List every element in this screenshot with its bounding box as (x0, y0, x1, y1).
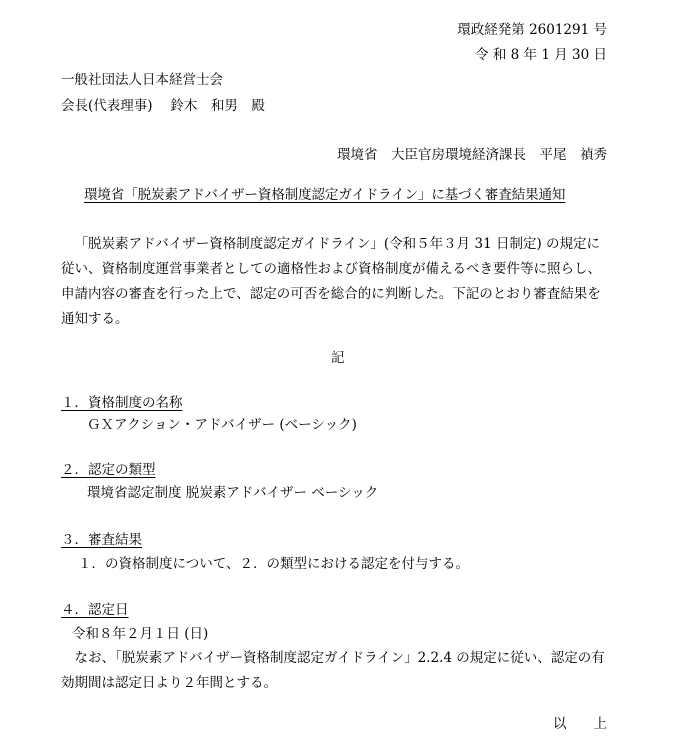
intro-text: 「脱炭素アドバイザー資格制度認定ガイドライン」(令和５年３月 31 日制定) の規定に従い、資格制度運営事業者としての適格性および資格制度が備えるべき要件等に照らし、申請内容の審査を行った上で、認定の可否を総合的に判断した。下記のとおり審査結果を通知する。 (61, 236, 601, 327)
section-1-body: ＧＸアクション・アドバイザー (ベーシック) (87, 417, 357, 433)
recipient-person: 会長(代表理事) 鈴木 和男 殿 (61, 98, 265, 114)
recipient-organization: 一般社団法人日本経営士会 (61, 72, 223, 88)
section-2-body: 環境省認定制度 脱炭素アドバイザー ベーシック (87, 485, 379, 501)
intro-paragraph (61, 232, 609, 332)
closing: 以 上 (553, 716, 607, 732)
section-4-note-block (61, 646, 611, 696)
section-2-heading: ２．認定の類型 (61, 462, 156, 478)
document-title: 環境省「脱炭素アドバイザー資格制度認定ガイドライン」に基づく審査結果通知 (84, 187, 566, 203)
sender: 環境省 大臣官房環境経済課長 平尾 禎秀 (337, 147, 607, 163)
section-1-heading: １．資格制度の名称 (61, 395, 183, 411)
document-number: 環政経発第 2601291 号 (457, 22, 607, 38)
section-4-body: 令和８年２月１日 (日) (72, 626, 209, 642)
section-4-heading: ４．認定日 (61, 602, 129, 618)
section-4-note: なお、「脱炭素アドバイザー資格制度認定ガイドライン」2.2.4 の規定に従い、認定の有効期間は認定日より２年間とする。 (61, 650, 605, 691)
section-3-heading: ３．審査結果 (61, 532, 142, 548)
ki-heading: 記 (331, 350, 345, 366)
issue-date: 令 和 8 年 1 月 30 日 (475, 47, 607, 63)
section-3-body: １．の資格制度について、２．の類型における認定を付与する。 (78, 556, 469, 572)
